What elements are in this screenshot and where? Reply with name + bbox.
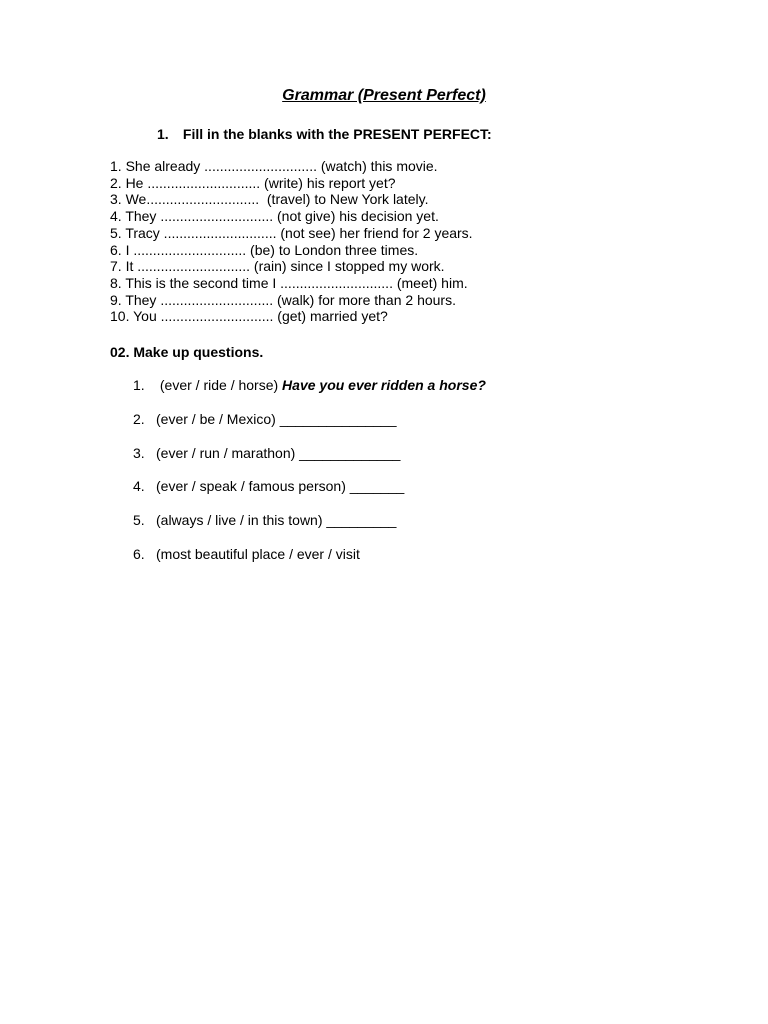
exercise-2-list xyxy=(0,376,486,579)
question-item xyxy=(0,376,486,410)
exercise-1-item: 10. You ............................. (get) married yet? xyxy=(110,308,388,325)
exercise-1-heading-text: Fill in the blanks with the PRESENT PERFECT: xyxy=(182,126,492,142)
exercise-1-item: 9. They ............................. (walk) for more than 2 hours. xyxy=(110,291,456,308)
exercise-1-item: 6. I ............................. (be) to London three times. xyxy=(110,241,419,258)
page-title: Grammar (Present Perfect) xyxy=(282,87,486,104)
question-prompt: (ever / ride / horse) xyxy=(156,377,283,393)
exercise-1-heading xyxy=(157,125,492,143)
exercise-1-list xyxy=(110,158,473,325)
question-item xyxy=(0,444,401,478)
question-item xyxy=(0,511,397,545)
question-prompt-wrap xyxy=(156,376,486,394)
exercise-1-item: 4. They ............................. (not give) his decision yet. xyxy=(110,208,439,225)
exercise-1-item: 2. He ............................. (write) his report yet? xyxy=(110,174,396,191)
exercise-1-item: 1. She already ............................. (watch) this movie. xyxy=(110,158,438,174)
question-item xyxy=(0,477,405,511)
question-number: 2. xyxy=(133,410,145,427)
question-number: 4. xyxy=(133,478,145,495)
exercise-1-item: 8. This is the second time I ............................. (meet) him. xyxy=(110,274,468,291)
exercise-1-item: 5. Tracy ............................. (not see) her friend for 2 years. xyxy=(110,224,473,241)
exercise-1-item: 7. It ............................. (rain) since I stopped my work. xyxy=(110,258,445,275)
question-number: 3. xyxy=(133,444,145,461)
question-number: 1. xyxy=(133,377,145,393)
question-prompt: (ever / speak / famous person) _______ xyxy=(156,478,405,495)
question-prompt: (most beautiful place / ever / visit xyxy=(156,545,360,562)
exercise-2-heading: 02. Make up questions. xyxy=(110,344,264,360)
question-prompt: (ever / run / marathon) _____________ xyxy=(156,444,401,461)
question-number: 6. xyxy=(133,545,145,562)
question-item xyxy=(0,410,397,444)
question-number: 5. xyxy=(133,512,145,529)
exercise-1-item: 3. We............................. (travel) to New York lately. xyxy=(110,191,429,208)
exercise-1-number: 1. xyxy=(157,126,169,142)
question-item xyxy=(0,545,360,579)
example-answer: Have you ever ridden a horse? xyxy=(282,377,486,393)
question-prompt: (ever / be / Mexico) _______________ xyxy=(156,410,397,427)
question-prompt: (always / live / in this town) _________ xyxy=(156,512,397,529)
